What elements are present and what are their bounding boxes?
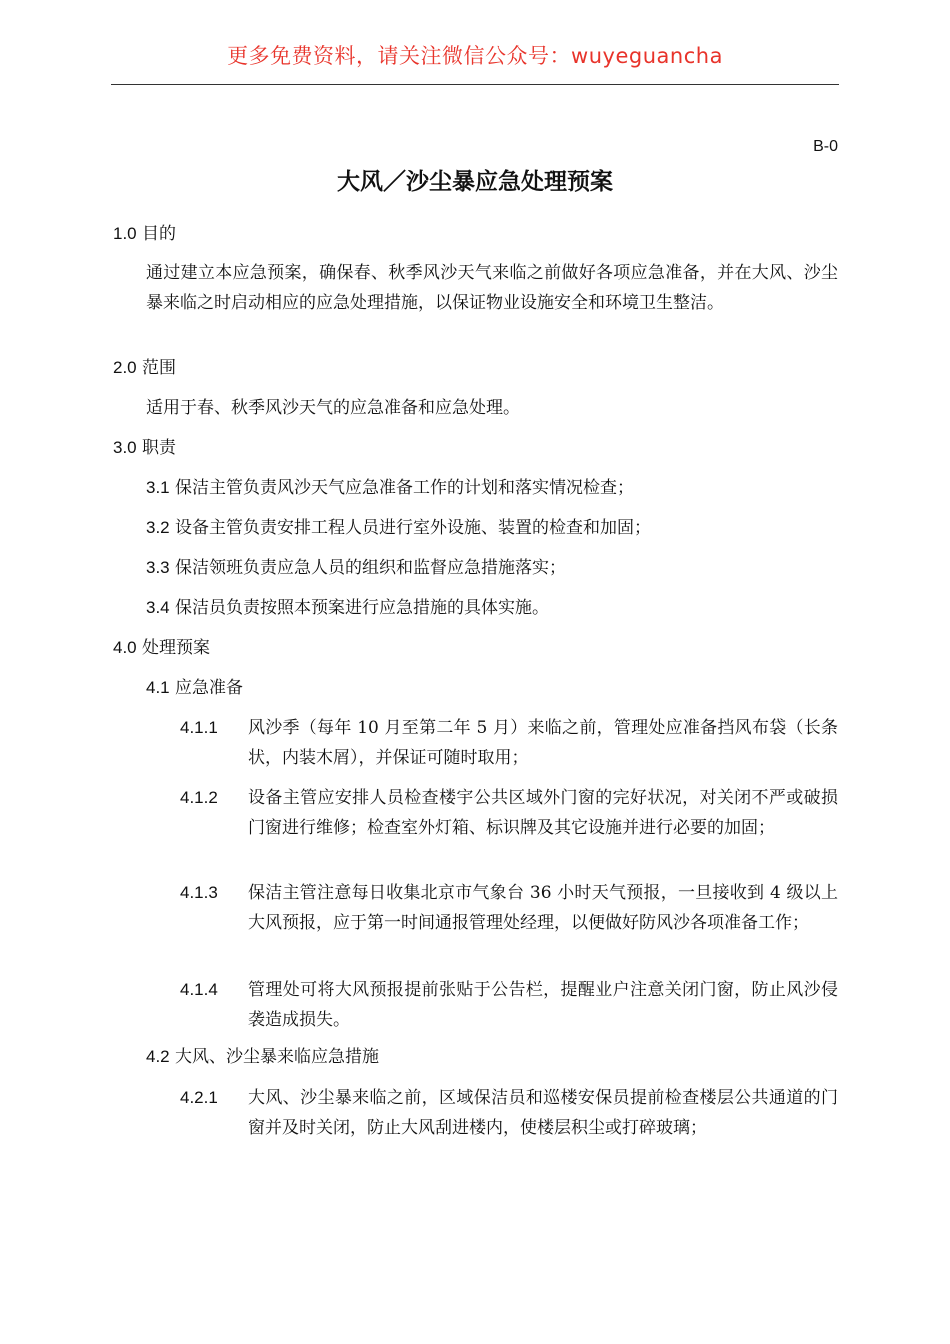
- section-heading-scope: [113, 353, 176, 383]
- item-number: 4.2.1: [180, 1088, 218, 1107]
- promo-banner: 更多免费资料，请关注微信公众号：wuyeguancha: [227, 44, 723, 68]
- section-number: 3.0: [113, 438, 137, 457]
- item-number: 4.1.2: [180, 788, 218, 807]
- subsection-number: 4.1: [146, 678, 170, 697]
- document-code: B-0: [813, 138, 838, 155]
- item-number: 4.1.1: [180, 718, 218, 737]
- list-item: [146, 593, 549, 623]
- item-text: 大风、沙尘暴来临之前，区域保洁员和巡楼安保员提前检查楼层公共通道的门窗并及时关闭，防止大风刮进楼内，使楼层积尘或打碎玻璃；: [248, 1088, 838, 1138]
- item-number: 3.2: [146, 518, 170, 537]
- list-item: [146, 553, 566, 583]
- item-number: 3.4: [146, 598, 170, 617]
- subsection-number: 4.2: [146, 1047, 170, 1066]
- section-heading-procedures: [113, 633, 210, 663]
- section-number: 4.0: [113, 638, 137, 657]
- item-text: 设备主管负责安排工程人员进行室外设施、装置的检查和加固；: [175, 518, 652, 538]
- subsection-title: 大风、沙尘暴来临应急措施: [175, 1047, 380, 1067]
- subsection-heading-measures: [146, 1042, 379, 1072]
- item-text: 保洁主管负责风沙天气应急准备工作的计划和落实情况检查；: [175, 478, 635, 498]
- section-number: 1.0: [113, 224, 137, 243]
- header-divider: [111, 84, 839, 85]
- subsection-heading-preparation: [146, 673, 243, 703]
- section-title: 范围: [142, 358, 177, 378]
- document-title: 大风／沙尘暴应急处理预案: [337, 169, 613, 195]
- list-item: [146, 473, 634, 503]
- item-text: 保洁领班负责应急人员的组织和监督应急措施落实；: [175, 558, 567, 578]
- section-title: 职责: [142, 438, 177, 458]
- purpose-paragraph: 通过建立本应急预案，确保春、秋季风沙天气来临之前做好各项应急准备，并在大风、沙尘暴来临之时启动相应的应急处理措施，以保证物业设施安全和环境卫生整洁。: [146, 263, 838, 313]
- section-heading-purpose: [113, 219, 176, 249]
- item-number: 3.3: [146, 558, 170, 577]
- scope-paragraph: 适用于春、秋季风沙天气的应急准备和应急处理。: [146, 398, 520, 418]
- section-title: 处理预案: [142, 638, 211, 658]
- section-heading-responsibilities: [113, 433, 176, 463]
- item-text: 管理处可将大风预报提前张贴于公告栏，提醒业户注意关闭门窗，防止风沙侵袭造成损失。: [248, 980, 838, 1030]
- item-text: 保洁主管注意每日收集北京市气象台 36 小时天气预报，一旦接收到 4 级以上大风预报，应于第一时间通报管理处经理，以便做好防风沙各项准备工作；: [248, 883, 838, 933]
- item-number: 4.1.3: [180, 883, 218, 902]
- section-number: 2.0: [113, 358, 137, 377]
- item-number: 3.1: [146, 478, 170, 497]
- item-text: 设备主管应安排人员检查楼宇公共区域外门窗的完好状况，对关闭不严或破损门窗进行维修；检查室外灯箱、标识牌及其它设施并进行必要的加固；: [248, 788, 838, 838]
- item-text: 保洁员负责按照本预案进行应急措施的具体实施。: [175, 598, 550, 618]
- item-number: 4.1.4: [180, 980, 218, 999]
- section-title: 目的: [142, 224, 177, 244]
- list-item: [146, 513, 651, 543]
- subsection-title: 应急准备: [175, 678, 244, 698]
- item-text: 风沙季（每年 10 月至第二年 5 月）来临之前，管理处应准备挡风布袋（长条状，内装木屑），并保证可随时取用；: [248, 718, 838, 768]
